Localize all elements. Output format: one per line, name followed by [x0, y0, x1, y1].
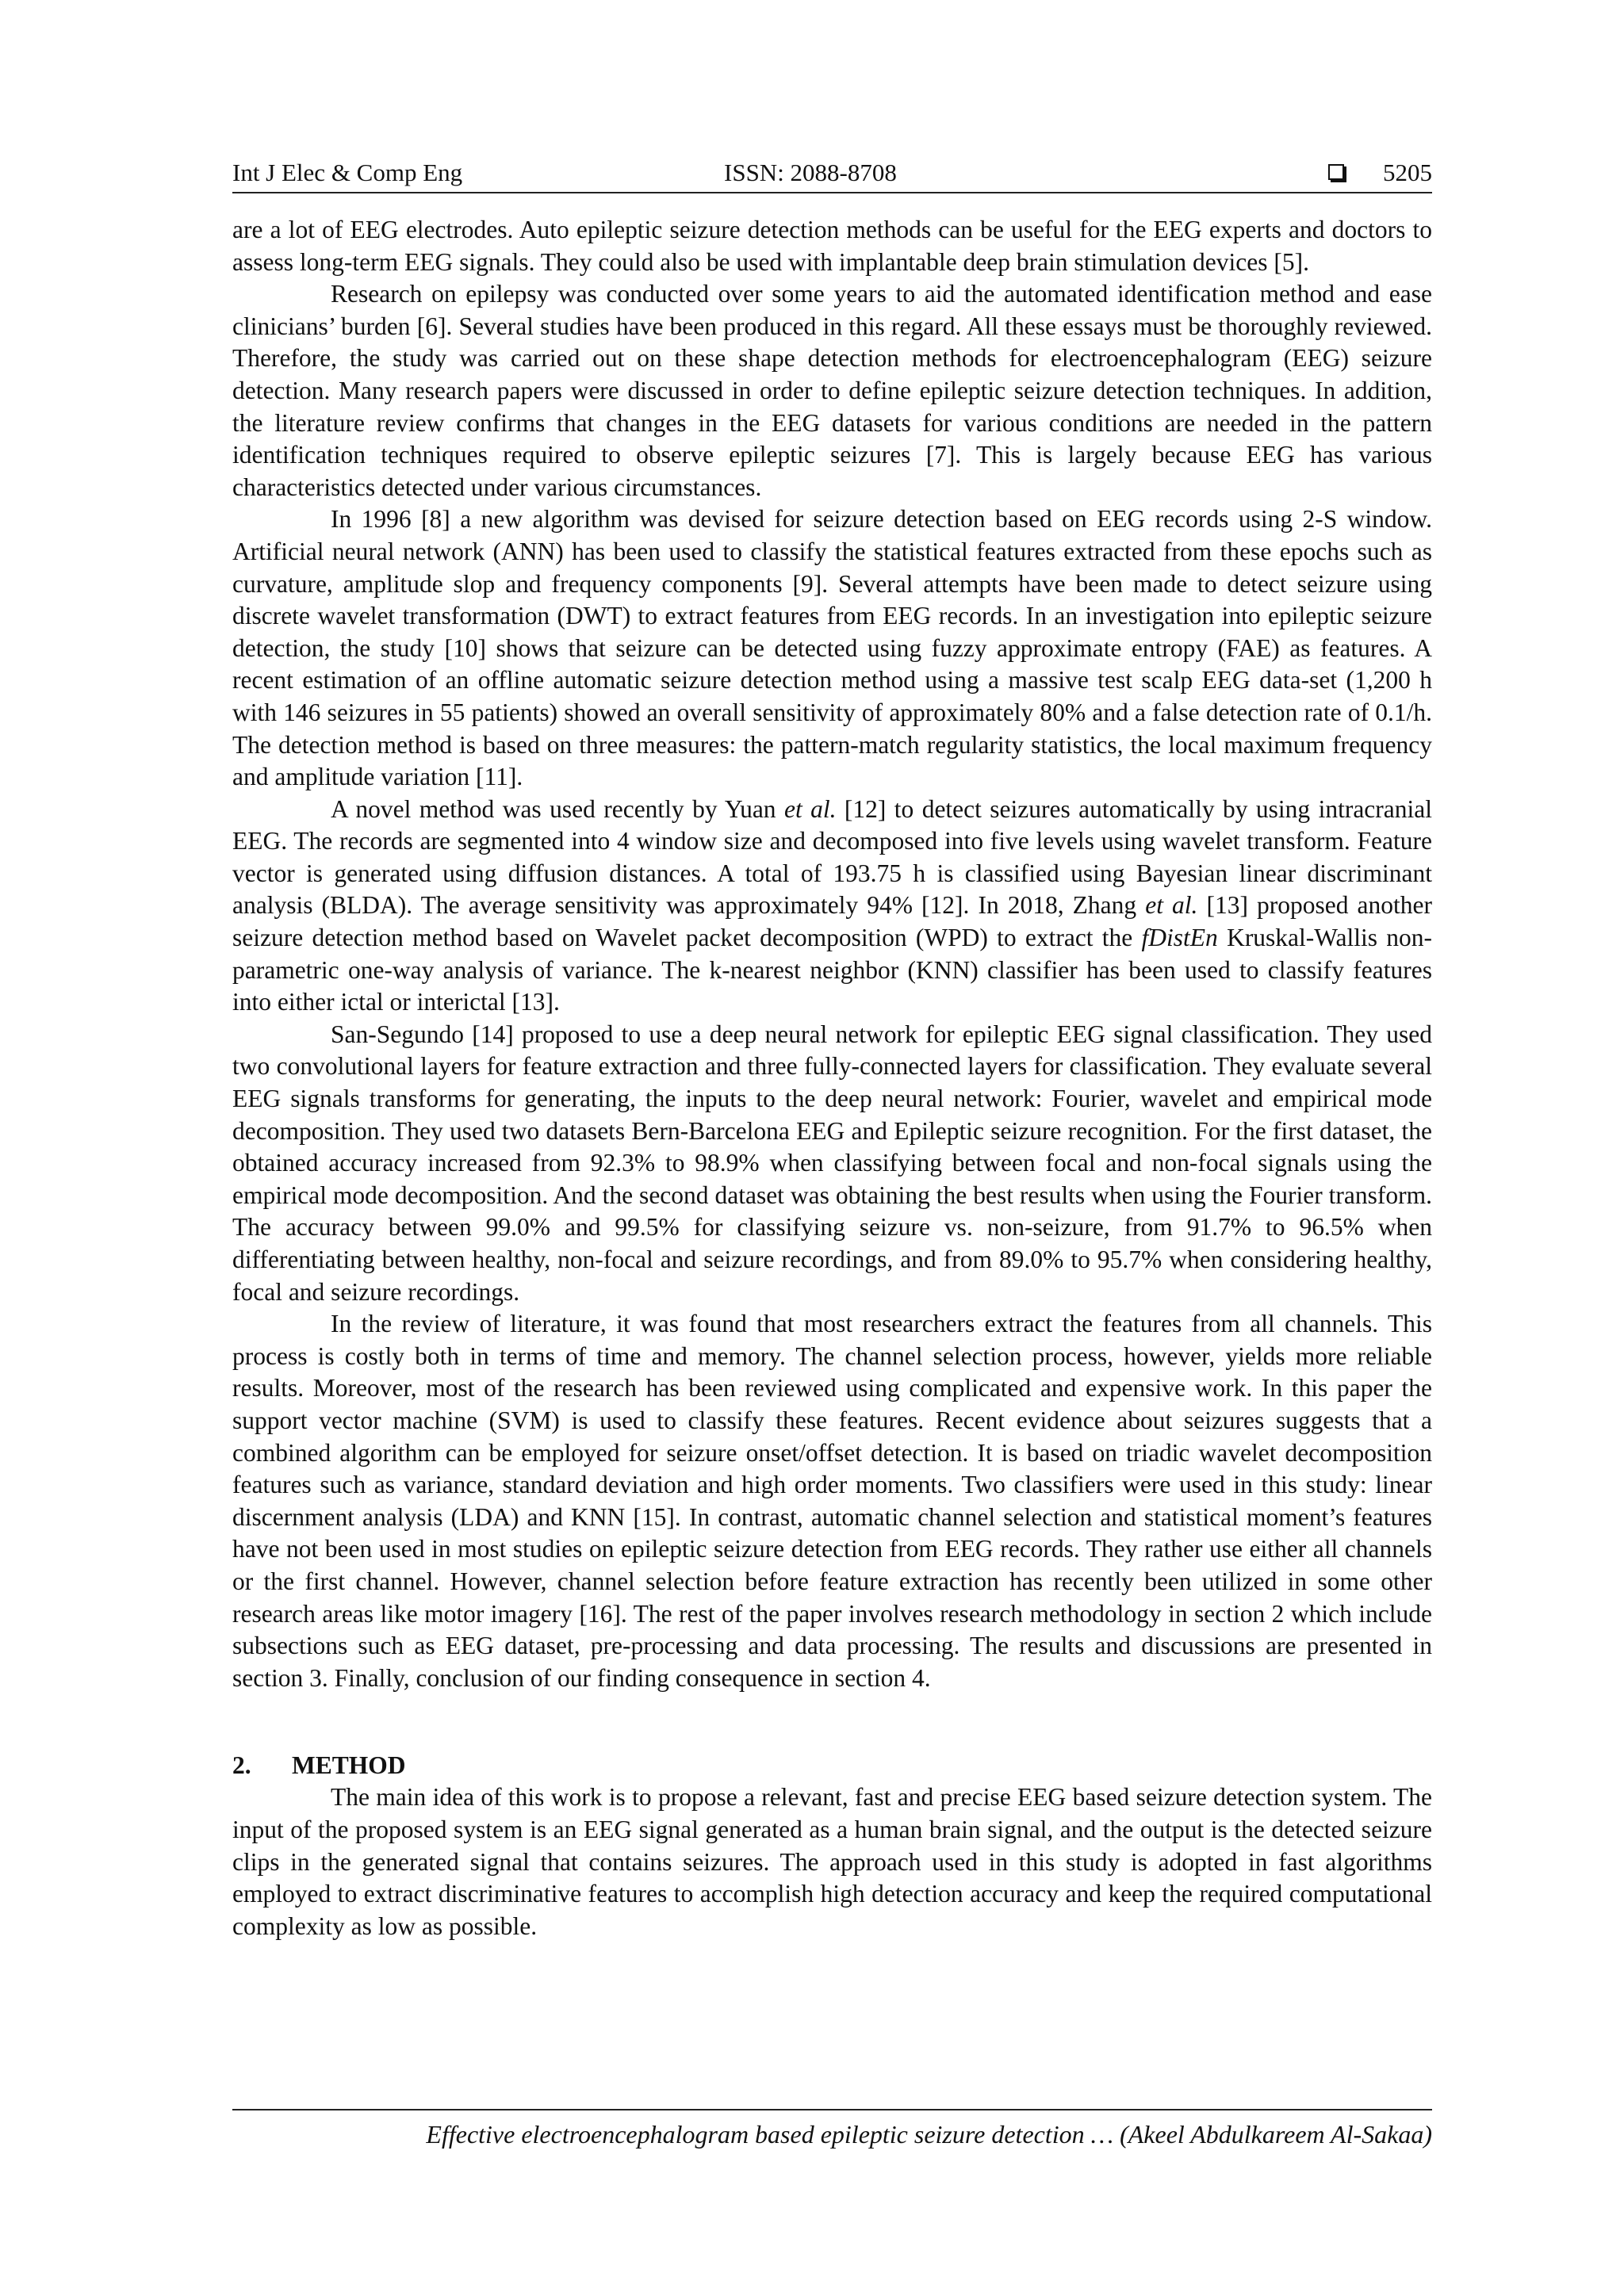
italic-run: fDistEn: [1141, 924, 1218, 952]
paragraph-epilepsy-research: Research on epilepsy was conducted over some years to aid the automated identification method and ease clinicians’ burden [6]. Several studies have been produced in this regard. All these essays must be thoroughly reviewed. Therefore, the study was carried out on these shape detection methods for electroencephalogram (EEG) seizure detection. Many research papers were discussed in order to define epileptic seizure detection techniques. In addition, the literature review confirms that changes in the EEG datasets for various conditions are needed in the pattern identification techniques required to observe epileptic seizures [7]. This is largely because EEG has various characteristics detected under various circumstances.: [232, 280, 1432, 501]
text-run: [12] to detect seizures automatically by using intracranial EEG. The records are segmented into 4 window size and decomposed into five levels using wavelet transform. Feature vector is generated using diffusion distances. A total of 193.75 h is classified using Bayesian linear discriminant analysis (BLDA). The average sensitivity was approximately 94% [12]. In 2018, Zhang: [232, 794, 1432, 920]
paragraph-san-segundo: San-Segundo [14] proposed to use a deep neural network for epileptic EEG signal classification. They used two convolutional layers for feature extraction and three fully-connected layers for classification. They evaluate several EEG signals transforms for generating, the inputs to the deep neural network: Fourier, wavelet and empirical mode decomposition. They used two datasets Bern-Barcelona EEG and Epileptic seizure recognition. For the first dataset, the obtained accuracy increased from 92.3% to 98.9% when classifying between focal and non-focal signals using the empirical mode decomposition. And the second dataset was obtaining the best results when using the Fourier transform. The accuracy between 99.0% and 99.5% for classifying seizure vs. non-seizure, from 91.7% to 96.5% when differentiating between healthy, non-focal and seizure recordings, and from 89.0% to 95.7% when considering healthy, focal and seizure recordings.: [232, 1020, 1432, 1306]
paragraph-novel-method: [232, 794, 1432, 1019]
text-run: [13] proposed another seizure detection method based on Wavelet packet decomposition (WPD) to extract the: [232, 891, 1432, 952]
paragraph-method: The main idea of this work is to propose a relevant, fast and precise EEG based seizure detection system. The input of the proposed system is an EEG signal generated as a human brain signal, and the output is the detected seizure clips in the generated signal that contains seizures. The approach used in this study is adopted in fast algorithms employed to extract discriminative features to accomplish high detection accuracy and keep the required computational complexity as low as possible.: [232, 1783, 1432, 1940]
text-run: Kruskal-Wallis non-parametric one-way analysis of variance. The k-nearest neighbor (KNN) classifier has been used to classify features into either ictal or interictal [13].: [232, 924, 1432, 1016]
text-run: A novel method was used recently by Yuan: [331, 794, 784, 823]
section-title: METHOD: [292, 1751, 406, 1780]
paragraph-1996-algorithm: In 1996 [8] a new algorithm was devised for seizure detection based on EEG records using 2-S window. Artificial neural network (ANN) has been used to classify the statistical features extracted from these epochs such as curvature, amplitude slop and frequency components [9]. Several attempts have been made to detect seizure using discrete wavelet transformation (DWT) to extract features from EEG records. In an investigation into epileptic seizure detection, the study [10] shows that seizure can be detected using fuzzy approximate entropy (FAE) as features. A recent estimation of an offline automatic seizure detection method using a massive test scalp EEG data-set (1,200 h with 146 seizures in 55 patients) showed an overall sensitivity of approximately 80% and a false detection rate of 0.1/h. The detection method is based on three measures: the pattern-match regularity statistics, the local maximum frequency and amplitude variation [11].: [232, 505, 1432, 791]
italic-run: et al.: [1145, 891, 1198, 920]
italic-run: et al.: [783, 794, 837, 823]
running-footer: Effective electroencephalogram based epileptic seizure detection … (Akeel Abdulkareem Al-Sakaa): [232, 2109, 1432, 2152]
page-number: 5205: [1383, 159, 1432, 186]
paragraph-literature-review: In the review of literature, it was found that most researchers extract the features from all channels. This process is costly both in terms of time and memory. The channel selection process, however, yields more reliable results. Moreover, most of the research has been reviewed using complicated and expensive work. In this paper the support vector machine (SVM) is used to classify these features. Recent evidence about seizures suggests that a combined algorithm can be employed for seizure onset/offset detection. It is based on triadic wavelet decomposition features such as variance, standard deviation and high order moments. Two classifiers were used in this study: linear discernment analysis (LDA) and KNN [15]. In contrast, automatic channel selection and statistical moment’s features have not been used in most studies on epileptic seizure detection from EEG records. They rather use either all channels or the first channel. However, channel selection before feature extraction has recently been utilized in some other research areas like motor imagery [16]. The rest of the paper involves research methodology in section 2 which include subsections such as EEG dataset, pre-processing and data processing. The results and discussions are presented in section 3. Finally, conclusion of our finding consequence in section 4.: [232, 1310, 1432, 1692]
section-number: 2.: [232, 1751, 251, 1780]
journal-name: Int J Elec & Comp Eng: [232, 159, 463, 186]
section-heading: [232, 1750, 1432, 1781]
square-bullet-icon: [1328, 164, 1344, 180]
paragraph-continued: are a lot of EEG electrodes. Auto epileptic seizure detection methods can be useful for the EEG experts and doctors to assess long-term EEG signals. They could also be used with implantable deep brain stimulation devices [5].: [232, 216, 1432, 276]
issn-label: ISSN: 2088-8708: [724, 159, 897, 186]
body-text: [232, 214, 1432, 1942]
running-header: [232, 154, 1432, 193]
